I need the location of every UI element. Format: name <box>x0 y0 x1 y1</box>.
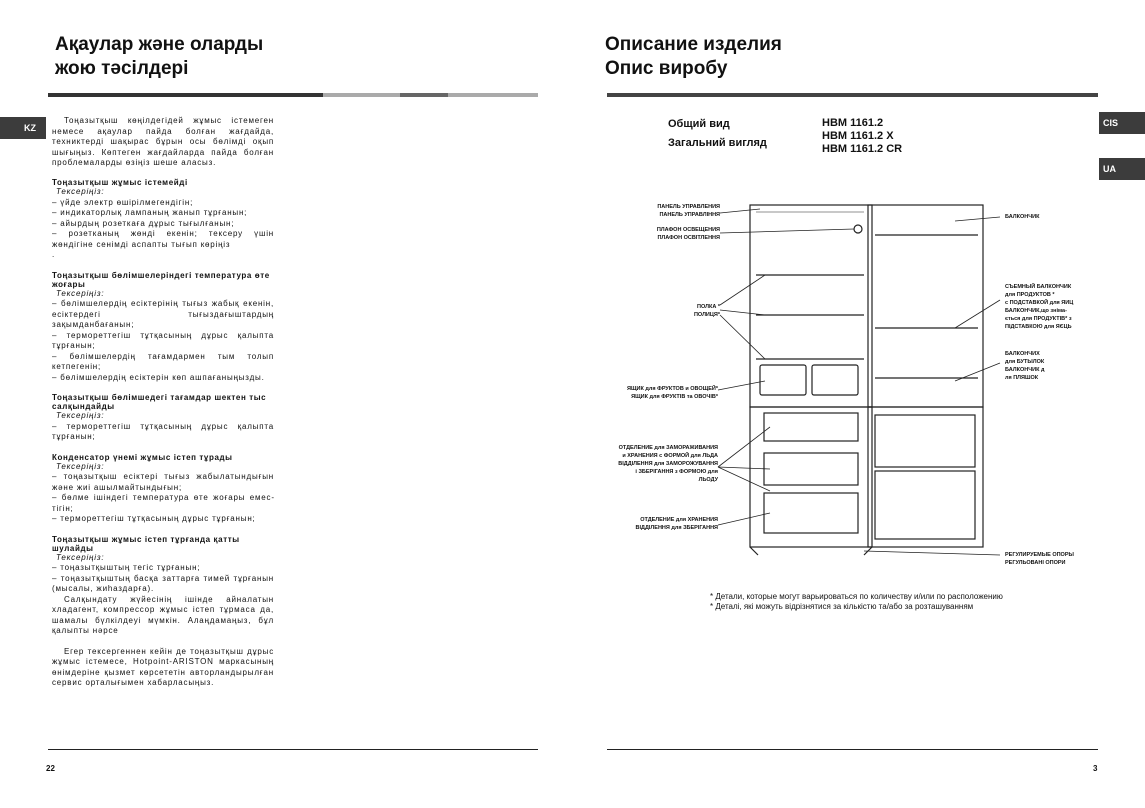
right-title-line2: Опис виробу <box>605 58 728 79</box>
crisper-right <box>812 365 858 395</box>
section-heading: Тоңазытқыш бөлімшедегі тағамдар шектен тыс салқындайды <box>52 393 267 411</box>
ua-tab <box>1099 158 1145 180</box>
freezer-door-panel-1 <box>875 415 975 467</box>
section-item: – тоңазытқыштың басқа заттарға тимей тұрғанын (мысалы, жиһаздарға). <box>52 573 274 593</box>
section-heading: Тоңазытқыш жұмыс істемейді <box>52 178 188 187</box>
right-title-line1: Описание изделия <box>605 34 782 55</box>
section-item: – бөлімшелердің есіктерінің тығыз жабық екенін, есіктердегі тығыздағыштардың зақымданбағанын; <box>52 299 274 329</box>
general-view-ru: Общий вид <box>668 118 730 130</box>
kz-tab <box>0 117 46 139</box>
label-removable-tray: СЪЕМНЫЙ БАЛКОНЧИК для ПРОДУКТОВ * с ПОДСТАВКОЙ для ЯИЦ БАЛКОНЧИК,що знімa- ється для ПРОДУКТІВ* з ПІДСТАВКОЮ для ЯЄЦЬ <box>1005 284 1074 330</box>
section-item: . <box>52 250 56 259</box>
label-door-tray: БАЛКОНЧИК <box>1005 214 1040 220</box>
freezer-drawer-2 <box>764 453 858 485</box>
label-shelf: ПОЛКА * ПОЛИЦЯ* <box>693 304 720 318</box>
section-heading: Тоңазытқыш бөлімшелеріндегі температура өте жоғары <box>52 270 270 289</box>
left-title-line2: жою тәсілдері <box>55 58 189 79</box>
section-heading: Тоңазытқыш жұмыс істеп тұрғанда қатты шулайды <box>52 534 240 553</box>
model-name: HBM 1161.2 <box>822 117 884 129</box>
model-list <box>822 117 902 156</box>
left-final-paragraph: Егер тексергеннен кейін де тоңазытқыш дұрыс жұмыс істемесе, Hotpoint-ARISTON маркасының өнімдеріне қызмет көрсететін авторландырылған сервис орталығымен хабарласыңыз. <box>52 646 274 687</box>
left-footer-rule <box>48 749 538 750</box>
section-5 <box>52 535 274 637</box>
section-check: Тексеріңіз: <box>56 552 105 562</box>
section-3 <box>52 393 274 443</box>
label-freezing-compartment: ОТДЕЛЕНИЕ для ЗАМОРАЖИВАНИЯ и ХРАНЕНИЯ с ФОРМОЙ для ЛЬДА ВІДДІЛЕННЯ для ЗАМОРОЖУВАННЯ і ЗБЕРІГАННЯ з ФОРМОЮ для ЛЬОДУ <box>618 445 718 483</box>
label-storage-compartment: ОТДЕЛЕНИЕ для ХРАНЕНИЯ ВІДДІЛЕННЯ для ЗБЕРІГАННЯ <box>635 517 718 531</box>
left-title-line1: Ақаулар және оларды <box>55 34 264 55</box>
lamp-shape <box>854 225 862 233</box>
label-adjustable-feet: РЕГУЛИРУЕМЫЕ ОПОРЫ РЕГУЛЬОВАНІ ОПОРИ <box>1005 552 1074 566</box>
label-lamp: ПЛАФОН ОСВЕЩЕНИЯ ПЛАФОН ОСВІТЛЕННЯ <box>656 227 720 241</box>
right-page-number: 3 <box>1093 764 1098 773</box>
left-page-number: 22 <box>46 764 55 773</box>
general-view-ua: Загальний вигляд <box>668 137 767 149</box>
kz-tab-label: KZ <box>24 123 36 133</box>
section-1 <box>52 178 274 261</box>
section-item: – термореттегіш тұтқасының дұрыс қалыпта тұрғанын; <box>52 330 274 350</box>
fridge-left-compartment <box>750 205 872 407</box>
section-item: – индикаторлық лампаның жанып тұрғанын; <box>52 208 248 217</box>
section-item: – термореттегіш тұтқасының дұрыс тұрғанын; <box>52 514 256 523</box>
label-crisper: ЯЩИК для ФРУКТОВ и ОВОЩЕЙ* ЯЩИК для ФРУКТІВ та ОВОЧІВ* <box>627 386 718 400</box>
freezer-door-panel-2 <box>875 471 975 539</box>
label-control-panel: ПАНЕЛЬ УПРАВЛЕНИЯ ПАНЕЛЬ УПРАВЛІННЯ <box>657 204 720 218</box>
section-check: Тексеріңіз: <box>56 411 105 420</box>
left-header-rule <box>48 93 538 97</box>
section-item: – үйде электр өшірілмегендігін; <box>52 197 194 207</box>
section-item: Салқындату жүйесінің ішінде айналатын хладагент, компрессор жұмыс істеп тұрмаса да, шамалы бүлкілдеуі мүмкін. Алаңдамаңыз, бұл қалыпты нәрсе <box>52 594 274 635</box>
right-footer-rule <box>607 749 1098 750</box>
section-item: – бөлме ішіндегі температура өте жоғары еместігін; <box>52 493 274 513</box>
section-check: Тексеріңіз: <box>56 288 105 298</box>
ua-tab-label: UA <box>1103 164 1116 174</box>
model-name: HBM 1161.2 CR <box>822 143 903 155</box>
section-item: – бөлімшелердің есіктерін көп ашпағаныңызды. <box>52 372 265 382</box>
right-header-rule <box>607 93 1098 97</box>
cis-tab-label: CIS <box>1103 118 1119 128</box>
section-item: – розетканың жөнді екенін; тексеру үшін жөндігіне сенімді аспапты тығып көріңіз <box>52 229 274 249</box>
section-item: – бөлімшелердің тағамдармен тым толып кетпегенін; <box>52 351 274 371</box>
freezer-drawer-1 <box>764 413 858 441</box>
section-item: – тоңазытқыш есіктері тығыз жабылатындығын және жиі ашылмайтындығын; <box>52 472 274 492</box>
foot-left <box>750 547 758 555</box>
model-name: HBM 1161.2 X <box>822 130 894 142</box>
note-ru: * Детали, которые могут варьироваться по количеству и/или по расположению <box>710 592 1003 601</box>
freezer-right-door <box>868 407 983 547</box>
label-bottle-tray: БАЛКОНЧИХ для БУТЫЛОК БАЛКОНЧИК д ля ПЛЯШОК <box>1005 351 1045 381</box>
section-check: Тексеріңіз: <box>56 187 105 196</box>
note-ua: * Деталі, які можуть відрізнятися за кількістю та/або за розташуванням <box>710 602 974 611</box>
section-check: Тексеріңіз: <box>56 461 105 471</box>
section-4 <box>52 453 274 525</box>
troubleshooting-sections <box>52 178 274 689</box>
left-intro: Тоңазытқыш көңілдегідей жұмыс істемеген немесе ақаулар пайда болған жағдайда, техниктерді шақырас бұрын осы бөлімді оқып шығыңыз. Көптеген жағдайларда пайда болған проблемаларды өзіңіз шеше аласыз. <box>52 116 274 167</box>
section-heading: Конденсатор үнемі жұмыс істеп тұрады <box>52 452 233 462</box>
cis-tab <box>1099 112 1145 134</box>
section-item: – термореттегіш тұтқасының дұрыс қалыпта тұрғанын; <box>52 421 274 441</box>
section-item: – айырдың розеткаға дұрыс тығылғанын; <box>52 218 235 228</box>
crisper-left <box>760 365 806 395</box>
freezer-drawer-3 <box>764 493 858 533</box>
section-item: – тоңазытқыштың тегіс тұрғанын; <box>52 563 201 572</box>
section-2 <box>52 271 274 384</box>
general-view-heading <box>668 118 767 150</box>
